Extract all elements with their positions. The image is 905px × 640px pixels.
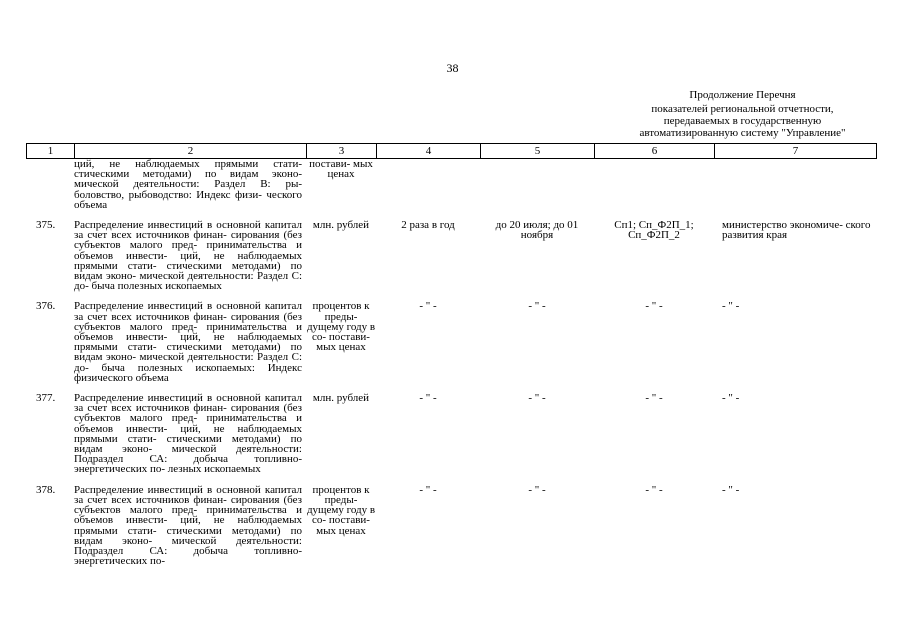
page-number: 38 (446, 61, 459, 75)
column-number: 6 (595, 144, 715, 159)
indicator-name: ций, не наблюдаемых прямыми стати- стическими методами) по видам эконо- мической деятельности: Раздел В: ры- боловство, рыбоводство: Индекс физи- ческого объема (74, 158, 302, 211)
form-code: Сп1; Сп_Ф2П_1; Сп_Ф2П_2 (614, 219, 694, 242)
column-number: 2 (75, 144, 307, 159)
unit: процентов к преды- дущему году в со- постави- мых ценах (306, 483, 376, 537)
unit: процентов к преды- дущему году в со- постави- мых ценах (306, 300, 376, 354)
deadline: - " - (528, 483, 546, 496)
column-number: 1 (27, 144, 75, 159)
column-number: 3 (307, 144, 377, 159)
continuation-title: Продолжение Перечня (689, 89, 796, 101)
table-row (26, 393, 876, 475)
table-row (26, 159, 876, 210)
responsible: - " - (722, 483, 740, 496)
unit: постави- мых ценах (309, 158, 373, 181)
deadline: - " - (528, 300, 546, 313)
frequency: - " - (419, 392, 437, 405)
row-number: 376. (36, 300, 56, 313)
row-number: 378. (36, 483, 56, 496)
deadline (480, 159, 594, 210)
form-code: - " - (645, 300, 663, 313)
unit: млн. рублей (312, 392, 370, 405)
continuation-line: передаваемых в государственную (663, 115, 822, 127)
frequency (376, 159, 480, 210)
table-row (26, 220, 876, 291)
column-number-header (26, 143, 877, 159)
row-number (26, 159, 74, 210)
responsible: - " - (722, 300, 740, 313)
form-code: - " - (645, 483, 663, 496)
indicator-name: Распределение инвестиций в основной капитал за счет всех источников финан- сирования (без субъектов малого пред- принимательства и объемов инвести- ций, не наблюдаемых прямыми стати- стическими методами) по видам эконо- мической деятельности: Подраздел СА: добыча топливно-энергетических по- (74, 483, 302, 568)
column-number: 5 (481, 144, 595, 159)
frequency: 2 раза в год (401, 219, 455, 232)
column-number: 4 (377, 144, 481, 159)
indicators-table (26, 159, 876, 566)
responsible: министерство экономиче- ского развития края (722, 219, 871, 242)
table-row (26, 485, 876, 567)
deadline: - " - (528, 392, 546, 405)
indicator-name: Распределение инвестиций в основной капитал за счет всех источников финан- сирования (без субъектов малого пред- принимательства и объемов инвести- ций, не наблюдаемых прямыми стати- стическими методами) по видам эконо- мической деятельности: Раздел С: до- быча полезных ископаемых (74, 219, 302, 293)
table-row (26, 301, 876, 383)
continuation-line: автоматизированную систему "Управление" (639, 127, 846, 139)
indicator-name: Распределение инвестиций в основной капитал за счет всех источников финан- сирования (без субъектов малого пред- принимательства и объемов инвести- ций, не наблюдаемых прямыми стати- стическими методами) по видам эконо- мической деятельности: Раздел С: до- быча полезных ископаемых: Индекс физического объема (74, 300, 302, 384)
responsible: - " - (722, 392, 740, 405)
row-number: 377. (36, 392, 56, 405)
form-code (594, 159, 714, 210)
continuation-line: показателей региональной отчетности, (651, 103, 834, 115)
indicator-name: Распределение инвестиций в основной капитал за счет всех источников финан- сирования (без субъектов малого пред- принимательства и объемов инвести- ций, не наблюдаемых прямыми стати- стическими методами) по видам эконо- мической деятельности: Подраздел СА: добыча топливно-энергетических по- лезных ископаемых (74, 392, 302, 476)
deadline: до 20 июля; до 01 ноября (495, 219, 579, 242)
row-number: 375. (36, 219, 56, 232)
frequency: - " - (419, 483, 437, 496)
responsible (714, 159, 876, 210)
form-code: - " - (645, 392, 663, 405)
column-number: 7 (715, 144, 877, 159)
continuation-heading (600, 89, 885, 139)
frequency: - " - (419, 300, 437, 313)
unit: млн. рублей (312, 219, 370, 232)
